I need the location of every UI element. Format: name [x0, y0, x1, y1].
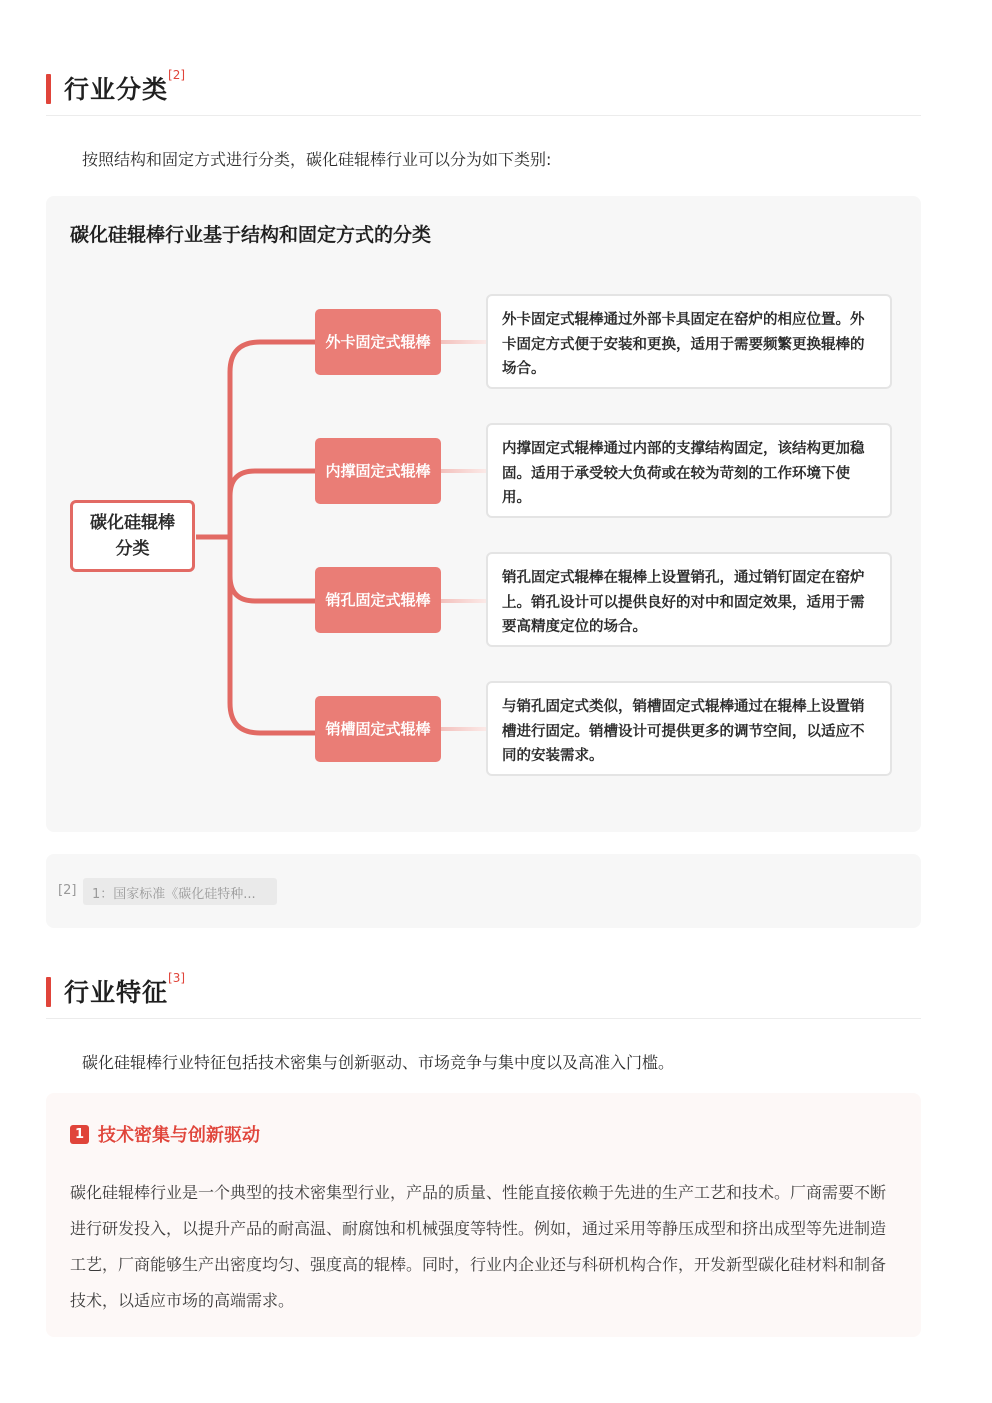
reference-number: [2]	[58, 883, 77, 898]
section-title: 行业特征[3]	[64, 971, 186, 1007]
section-accent-bar	[46, 74, 51, 104]
reference-link[interactable]: [2]	[168, 68, 186, 82]
branch-node-pin-hole: 销孔固定式辊棒	[315, 567, 441, 633]
branch-node-internal-support: 内撑固定式辊棒	[315, 438, 441, 504]
mindmap-root-node: 碳化硅辊棒分类	[70, 500, 195, 572]
feature-body: 碳化硅辊棒行业是一个典型的技术密集型行业，产品的质量、性能直接依赖于先进的生产工艺和技术。厂商需要不断进行研发投入，以提升产品的耐高温、耐腐蚀和机械强度等特性。例如，通过采用等静压成型和挤出成型等先进制造工艺，厂商能够生产出密度均匀、强度高的辊棒。同时，行业内企业还与科研机构合作，开发新型碳化硅材料和制备技术，以适应市场的高端需求。	[70, 1183, 887, 1310]
reference-link[interactable]: [3]	[168, 971, 186, 985]
section-title: 行业分类[2]	[64, 68, 186, 104]
branch-node-pin-slot: 销槽固定式辊棒	[315, 696, 441, 762]
leaf-desc-internal-support: 内撑固定式辊棒通过内部的支撑结构固定，该结构更加稳固。适用于承受较大负荷或在较为苛刻的工作环境下使用。	[486, 423, 892, 518]
reference-chip[interactable]: 1：国家标准《碳化硅特种...	[83, 878, 277, 905]
references-panel	[46, 854, 921, 928]
leaf-desc-pin-hole: 销孔固定式辊棒在辊棒上设置销孔，通过销钉固定在窑炉上。销孔设计可以提供良好的对中和固定效果，适用于需要高精度定位的场合。	[486, 552, 892, 647]
section-header-characteristics	[46, 969, 921, 1019]
leaf-desc-pin-slot: 与销孔固定式类似，销槽固定式辊棒通过在辊棒上设置销槽进行固定。销槽设计可提供更多的调节空间，以适应不同的安装需求。	[486, 681, 892, 776]
feature-title: 技术密集与创新驱动	[98, 1125, 260, 1146]
section-header-classification	[46, 66, 921, 116]
feature-card	[46, 1093, 921, 1337]
section-accent-bar	[46, 977, 51, 1007]
branch-node-external-clamp: 外卡固定式辊棒	[315, 309, 441, 375]
mindmap-title: 碳化硅辊棒行业基于结构和固定方式的分类	[70, 224, 432, 246]
section-intro: 碳化硅辊棒行业特征包括技术密集与创新驱动、市场竞争与集中度以及高准入门槛。	[82, 1053, 675, 1072]
feature-number-badge: 1	[70, 1125, 89, 1144]
leaf-desc-external-clamp: 外卡固定式辊棒通过外部卡具固定在窑炉的相应位置。外卡固定方式便于安装和更换，适用于需要频繁更换辊棒的场合。	[486, 294, 892, 389]
classification-mindmap-panel	[46, 196, 921, 832]
section-intro: 按照结构和固定方式进行分类，碳化硅辊棒行业可以分为如下类别:	[82, 150, 552, 169]
